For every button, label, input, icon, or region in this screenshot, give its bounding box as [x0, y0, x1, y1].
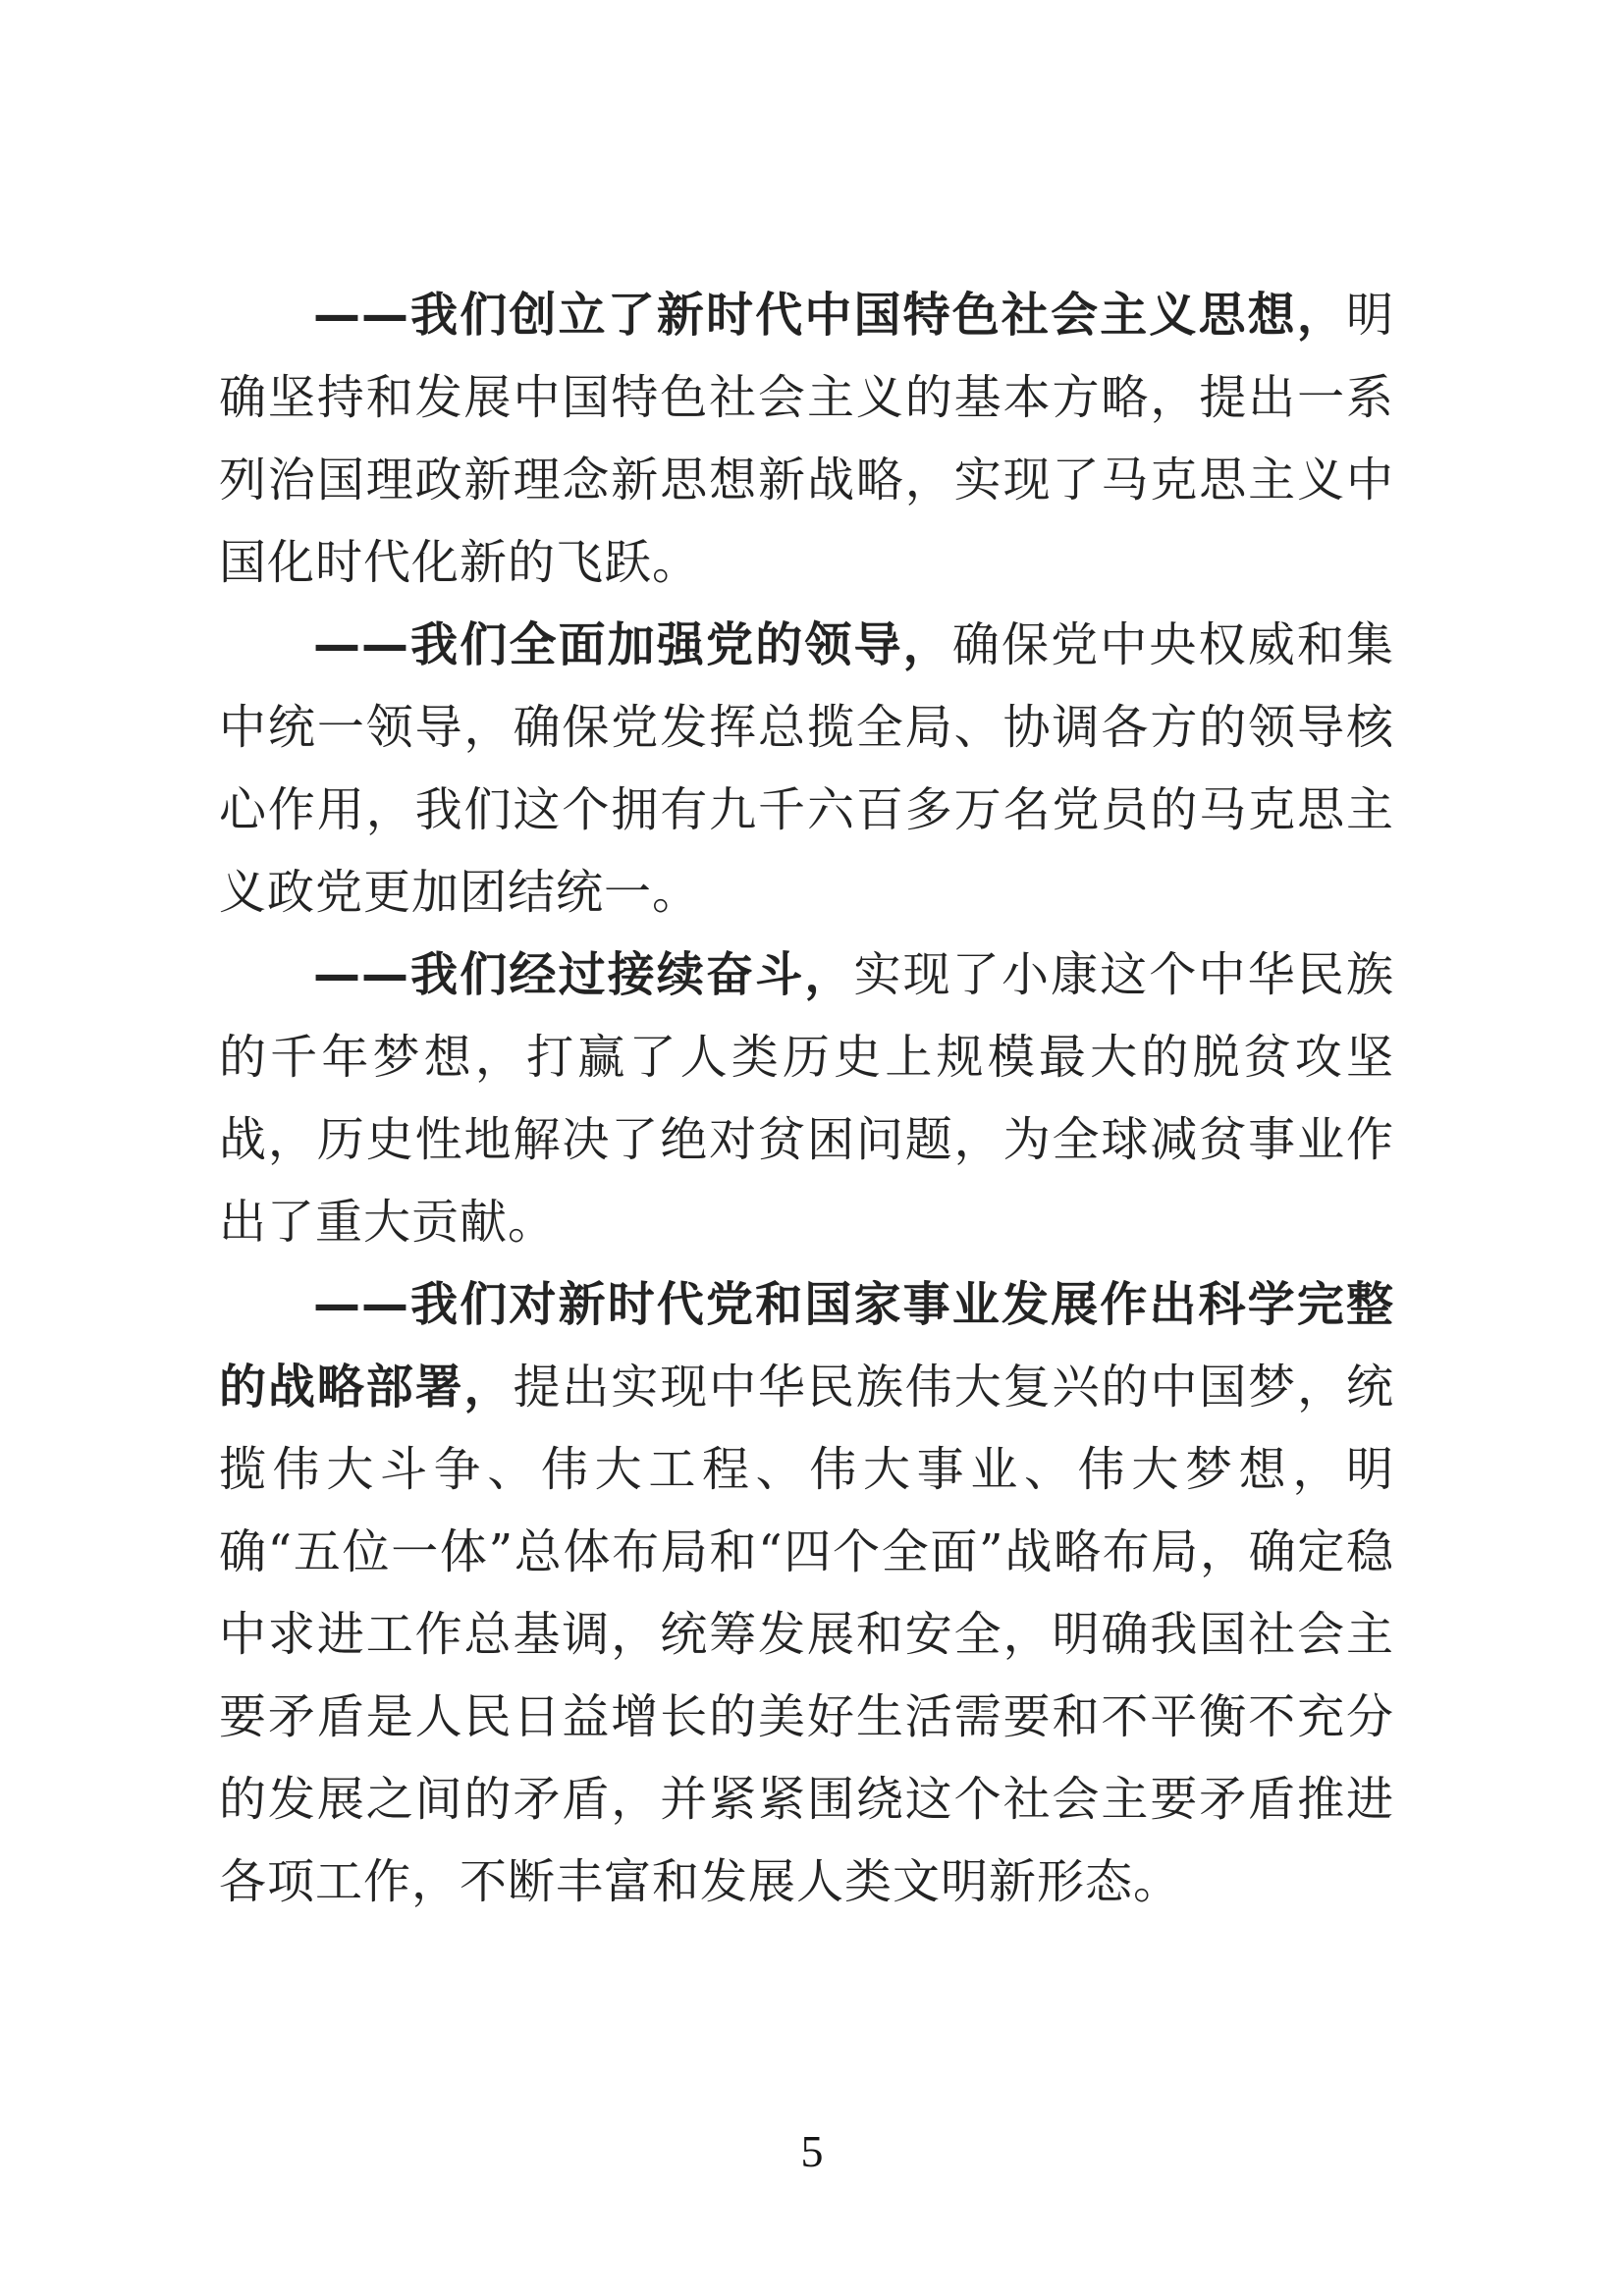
- paragraph: [219, 934, 1394, 1263]
- paragraph-lead: ——我们创立了新时代中国特色社会主义思想，: [313, 288, 1346, 343]
- paragraph: [219, 1263, 1394, 1923]
- paragraph-body: 明确坚持和发展中国特色社会主义的基本方略，提出一系列治国理政新理念新思想新战略，实现了马克思主义中国化时代化新的飞跃。: [219, 288, 1394, 590]
- paragraph: [219, 604, 1394, 934]
- paragraph-body: 提出实现中华民族伟大复兴的中国梦，统揽伟大斗争、伟大工程、伟大事业、伟大梦想，明确“五位一体”总体布局和“四个全面”战略布局，确定稳中求进工作总基调，统筹发展和安全，明确我国社会主要矛盾是人民日益增长的美好生活需要和不平衡不充分的发展之间的矛盾，并紧紧围绕这个社会主要矛盾推进各项工作，不断丰富和发展人类文明新形态。: [219, 1360, 1394, 1909]
- paragraph-lead: ——我们对新时代党和国家事业发展作出科学完整的战略部署，: [219, 1277, 1394, 1415]
- paragraph-lead: ——我们全面加强党的领导，: [313, 617, 952, 672]
- paragraph-body: 实现了小康这个中华民族的千年梦想，打赢了人类历史上规模最大的脱贫攻坚战，历史性地解决了绝对贫困问题，为全球减贫事业作出了重大贡献。: [219, 947, 1394, 1250]
- page-number: 5: [800, 2126, 824, 2176]
- document-body: [219, 274, 1394, 1923]
- paragraph-lead: ——我们经过接续奋斗，: [313, 947, 854, 1002]
- paragraph-body: 确保党中央权威和集中统一领导，确保党发挥总揽全局、协调各方的领导核心作用，我们这个拥有九千六百多万名党员的马克思主义政党更加团结统一。: [219, 617, 1394, 920]
- paragraph: [219, 274, 1394, 604]
